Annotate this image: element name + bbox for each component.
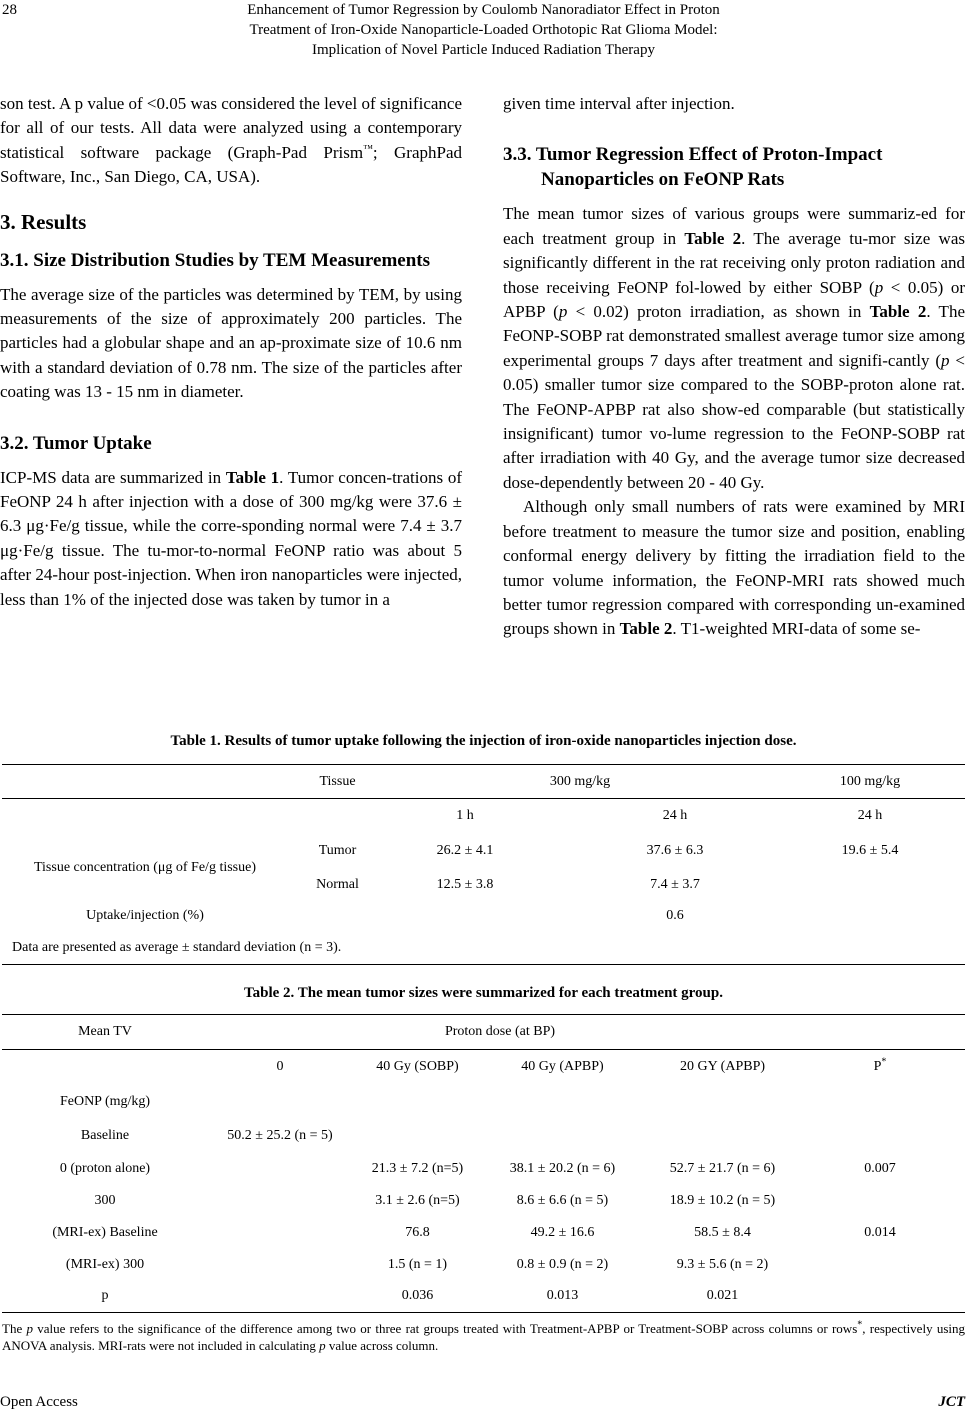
table-2-row-label: Baseline: [80, 1128, 130, 1143]
table-2-header-p: P*: [873, 1056, 887, 1074]
table-2-row-label: FeONP (mg/kg): [59, 1094, 151, 1109]
footer-journal: JCT: [938, 1394, 965, 1410]
table-2-cell-20-apbp: 18.9 ± 10.2 (n = 5): [669, 1193, 776, 1208]
table-2-cell-40-sobp: 3.1 ± 2.6 (n=5): [375, 1193, 460, 1208]
table-2-cell-20-apbp: 0.021: [706, 1288, 739, 1303]
table-2-caption: Table 2. The mean tumor sizes were summarized for each treatment group.: [244, 985, 723, 1001]
table-1-caption: Table 1. Results of tumor uptake following the injection of iron-oxide nanoparticles injection dose.: [170, 733, 797, 749]
table-2-header-20-apbp: 20 GY (APBP): [679, 1059, 766, 1074]
table-2-top-rule: [2, 1014, 965, 1015]
section-heading-3-3: 3.3. Tumor Regression Effect of Proton-Impact Nanoparticles on FeONP Rats: [503, 144, 883, 191]
table-1-tumor-100: 19.6 ± 5.4: [841, 843, 899, 858]
table-2-cell-40-apbp: 0.8 ± 0.9 (n = 2): [516, 1257, 609, 1272]
table-2-cell-40-apbp: 0.013: [546, 1288, 579, 1303]
table-2-cell-20-apbp: 52.7 ± 21.7 (n = 6): [669, 1161, 776, 1176]
table-1-header-tissue: Tissue: [319, 774, 356, 789]
table-reference: Table 2: [619, 619, 673, 639]
table-2-cell-40-sobp: 0.036: [401, 1288, 434, 1303]
table-2-row-label: 300: [94, 1193, 116, 1208]
table-reference: Table 2: [869, 302, 927, 322]
table-1-header-rule: [2, 798, 965, 799]
paragraph: given time interval after injection.: [503, 94, 735, 113]
table-1-normal-label: Normal: [316, 877, 359, 892]
table-2-header-40-sobp: 40 Gy (SOBP): [376, 1059, 459, 1074]
table-2-bottom-rule: [2, 1312, 965, 1313]
running-head-line-1: Enhancement of Tumor Regression by Coulomb Nanoradiator Effect in Proton: [247, 2, 720, 18]
table-reference: Table 1: [225, 467, 280, 487]
table-2-footnote: The p value refers to the significance of the difference among two or three rat groups treated with Treatment-APBP or Treatment-SOBP across columns or rows*, respectively using ANOVA analysis. MRI-rats were not included in calculating p value across column.: [2, 1319, 965, 1353]
table-1-header-1h: 1 h: [456, 808, 474, 823]
table-1-tumor-1h: 26.2 ± 4.1: [436, 843, 494, 858]
table-2-cell-40-apbp: 8.6 ± 6.6 (n = 5): [516, 1193, 609, 1208]
table-1-note: Data are presented as average ± standard deviation (n = 3).: [12, 940, 342, 955]
running-head-line-3: Implication of Novel Particle Induced Radiation Therapy: [312, 42, 655, 58]
table-1-uptake-label: Uptake/injection (%): [86, 908, 204, 923]
table-1-normal-24h: 7.4 ± 3.7: [650, 877, 700, 892]
table-1-header-300: 300 mg/kg: [549, 774, 611, 789]
right-column: [503, 92, 965, 642]
table-2-header-mean-tv: Mean TV: [78, 1024, 132, 1039]
running-head: [120, 0, 847, 60]
table-2-cell-p: 0.007: [864, 1161, 896, 1176]
table-2-header-rule: [2, 1049, 965, 1050]
section-heading-results: 3. Results: [0, 209, 87, 234]
table-2-cell-20-apbp: 58.5 ± 8.4: [694, 1225, 751, 1240]
paragraph: Although only small numbers of rats were examined by MRI before treatment to measure the tumor size and position, enabling conformal energy delivery by fitting the irradiation field to the tumor volume information, the FeONP-MRI rats showed much better tumor regression compared with corresponding un-examined groups shown in Table 2. T1-weighted MRI-data of some se-: [503, 497, 965, 639]
paragraph: The mean tumor sizes of various groups were summariz-ed for each treatment group in Table 2. The average tu-mor size was significantly different in the rat receiving only proton radiation and those receiving FeONP fol-lowed by either SOBP (p < 0.05) or APBP (p < 0.02) proton irradiation, as shown in Table 2. The FeONP-SOBP rat demonstrated smallest average tumor size among experimental groups 7 days after treatment and signifi-cantly (p < 0.05) smaller tumor size compared to the SOBP-proton alone rat. The FeONP-APBP rat also show-ed comparable (but statistically insignificant) tumor vo-lume regression to the FeONP-SOBP rat after irradiation with 40 Gy, and the average tumor size decreased dose-dependently between 20 - 40 Gy.: [503, 204, 965, 492]
table-2-cell-40-apbp: 49.2 ± 16.6: [530, 1225, 595, 1240]
table-reference: Table 2: [684, 228, 742, 248]
table-2-cell-40-apbp: 38.1 ± 20.2 (n = 6): [509, 1161, 616, 1176]
table-1-header-100: 100 mg/kg: [839, 774, 901, 789]
paragraph: The average size of the particles was determined by TEM, by using measurements of the size of approximately 200 particles. The particles had a globular shape and an ap-proximate size of 10.6 nm with a standard deviation of 0.78 nm. The size of the particles after coating was 13 - 15 nm in diameter.: [0, 284, 462, 402]
table-1-header-24h-100: 24 h: [857, 808, 883, 823]
table-2-header-40-apbp: 40 Gy (APBP): [521, 1059, 604, 1074]
table-2-cell-40-sobp: 21.3 ± 7.2 (n=5): [371, 1161, 464, 1176]
table-2-cell-p: 0.014: [864, 1225, 896, 1240]
table-2-row-label: (MRI-ex) Baseline: [52, 1225, 158, 1240]
section-heading-3-1: 3.1. Size Distribution Studies by TEM Measurements: [0, 249, 430, 271]
table-2-cell-40-sobp: 76.8: [405, 1225, 430, 1240]
table-1-tumor-24h: 37.6 ± 6.3: [646, 843, 704, 858]
table-2-header-0: 0: [276, 1059, 284, 1074]
left-column: [0, 92, 462, 612]
table-2-cell-20-apbp: 9.3 ± 5.6 (n = 2): [676, 1257, 769, 1272]
table-2-cell-40-sobp: 1.5 (n = 1): [387, 1257, 448, 1272]
section-heading-3-2: 3.2. Tumor Uptake: [0, 432, 152, 454]
table-2-row-label: p: [101, 1288, 109, 1303]
paragraph: son test. A p value of <0.05 was considered the level of significance for all of our tests. All data were analyzed using a contemporary statistical software package (Graph-Pad Prism™; GraphPad Software, Inc., San Diego, CA, USA).: [0, 94, 462, 187]
table-1-row-label: Tissue concentration (μg of Fe/g tissue): [33, 860, 257, 875]
table-2-row-label: (MRI-ex) 300: [65, 1257, 145, 1272]
paragraph: ICP-MS data are summarized in Table 1. Tumor concen-trations of FeONP 24 h after injection with a dose of 300 mg/kg were 37.6 ± 6.3 μg·Fe/g tissue, while the corre-sponding normal were 7.4 ± 3.7 μg·Fe/g tissue. The tu-mor-to-normal FeONP ratio was about 5 after 24-hour post-injection. When iron nanoparticles were injected, less than 1% of the injected dose was taken by tumor in a: [0, 467, 462, 609]
table-1-normal-1h: 12.5 ± 3.8: [436, 877, 494, 892]
footer-open-access: Open Access: [0, 1394, 78, 1410]
table-1-bottom-rule: [2, 964, 965, 965]
running-head-line-2: Treatment of Iron-Oxide Nanoparticle-Loaded Orthotopic Rat Glioma Model:: [249, 22, 718, 38]
table-1-header-24h: 24 h: [662, 808, 688, 823]
table-2-cell-0: 50.2 ± 25.2 (n = 5): [227, 1128, 333, 1143]
table-2-row-label: 0 (proton alone): [59, 1161, 151, 1176]
table-1-top-rule: [2, 764, 965, 765]
table-2-header-proton-dose: Proton dose (at BP): [444, 1024, 556, 1039]
page-number: 28: [2, 2, 17, 18]
table-1-uptake-value: 0.6: [666, 908, 684, 923]
table-1-tumor-label: Tumor: [318, 843, 357, 858]
